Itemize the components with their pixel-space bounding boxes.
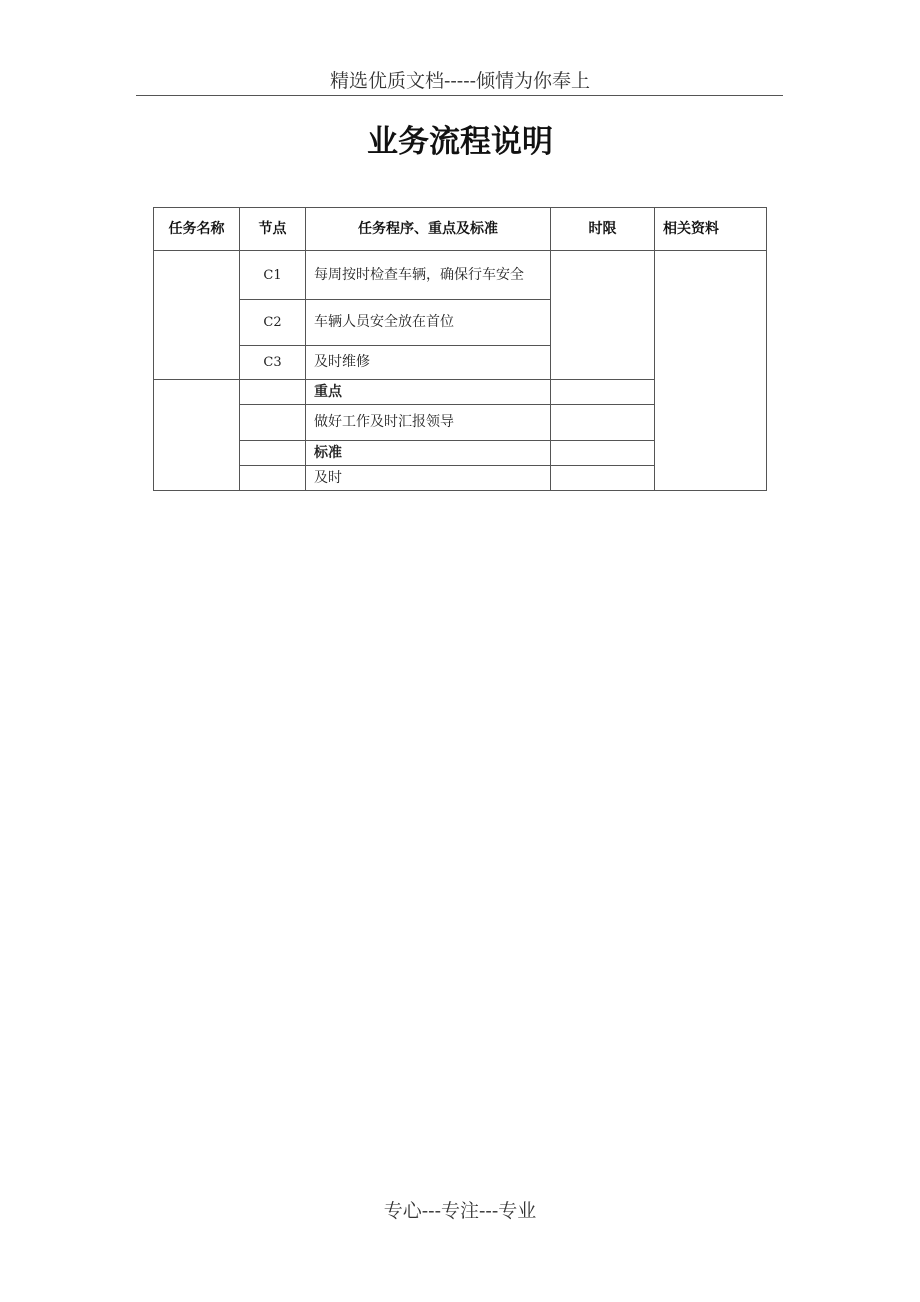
column-header-time-limit: 时限 bbox=[551, 208, 655, 251]
table-header-row bbox=[154, 208, 767, 251]
key-points-label: 重点 bbox=[306, 380, 551, 405]
time-limit-cell bbox=[551, 441, 655, 466]
column-header-related-docs: 相关资料 bbox=[655, 208, 767, 251]
time-limit-cell bbox=[551, 251, 655, 380]
node-cell bbox=[240, 380, 306, 405]
procedure-cell: 每周按时检查车辆，确保行车安全 bbox=[306, 251, 551, 300]
procedure-cell: 及时维修 bbox=[306, 346, 551, 380]
table-row bbox=[154, 251, 767, 300]
page-header: 精选优质文档-----倾情为你奉上 bbox=[329, 70, 591, 92]
time-limit-cell bbox=[551, 466, 655, 491]
node-cell: C1 bbox=[240, 251, 306, 300]
time-limit-cell bbox=[551, 380, 655, 405]
column-header-node: 节点 bbox=[240, 208, 306, 251]
related-docs-cell bbox=[655, 251, 767, 491]
node-cell: C2 bbox=[240, 300, 306, 346]
key-points-text: 做好工作及时汇报领导 bbox=[306, 405, 551, 441]
node-cell bbox=[240, 441, 306, 466]
task-name-cell bbox=[154, 251, 240, 380]
page-footer: 专心---专注---专业 bbox=[383, 1200, 537, 1222]
procedure-cell: 车辆人员安全放在首位 bbox=[306, 300, 551, 346]
node-cell bbox=[240, 466, 306, 491]
column-header-task-name: 任务名称 bbox=[154, 208, 240, 251]
standard-text: 及时 bbox=[306, 466, 551, 491]
node-cell bbox=[240, 405, 306, 441]
column-header-procedure: 任务程序、重点及标准 bbox=[306, 208, 551, 251]
header-divider bbox=[136, 95, 783, 96]
node-cell: C3 bbox=[240, 346, 306, 380]
time-limit-cell bbox=[551, 405, 655, 441]
task-name-cell bbox=[154, 380, 240, 491]
document-title: 业务流程说明 bbox=[367, 124, 553, 160]
process-table bbox=[153, 207, 767, 491]
standard-label: 标准 bbox=[306, 441, 551, 466]
